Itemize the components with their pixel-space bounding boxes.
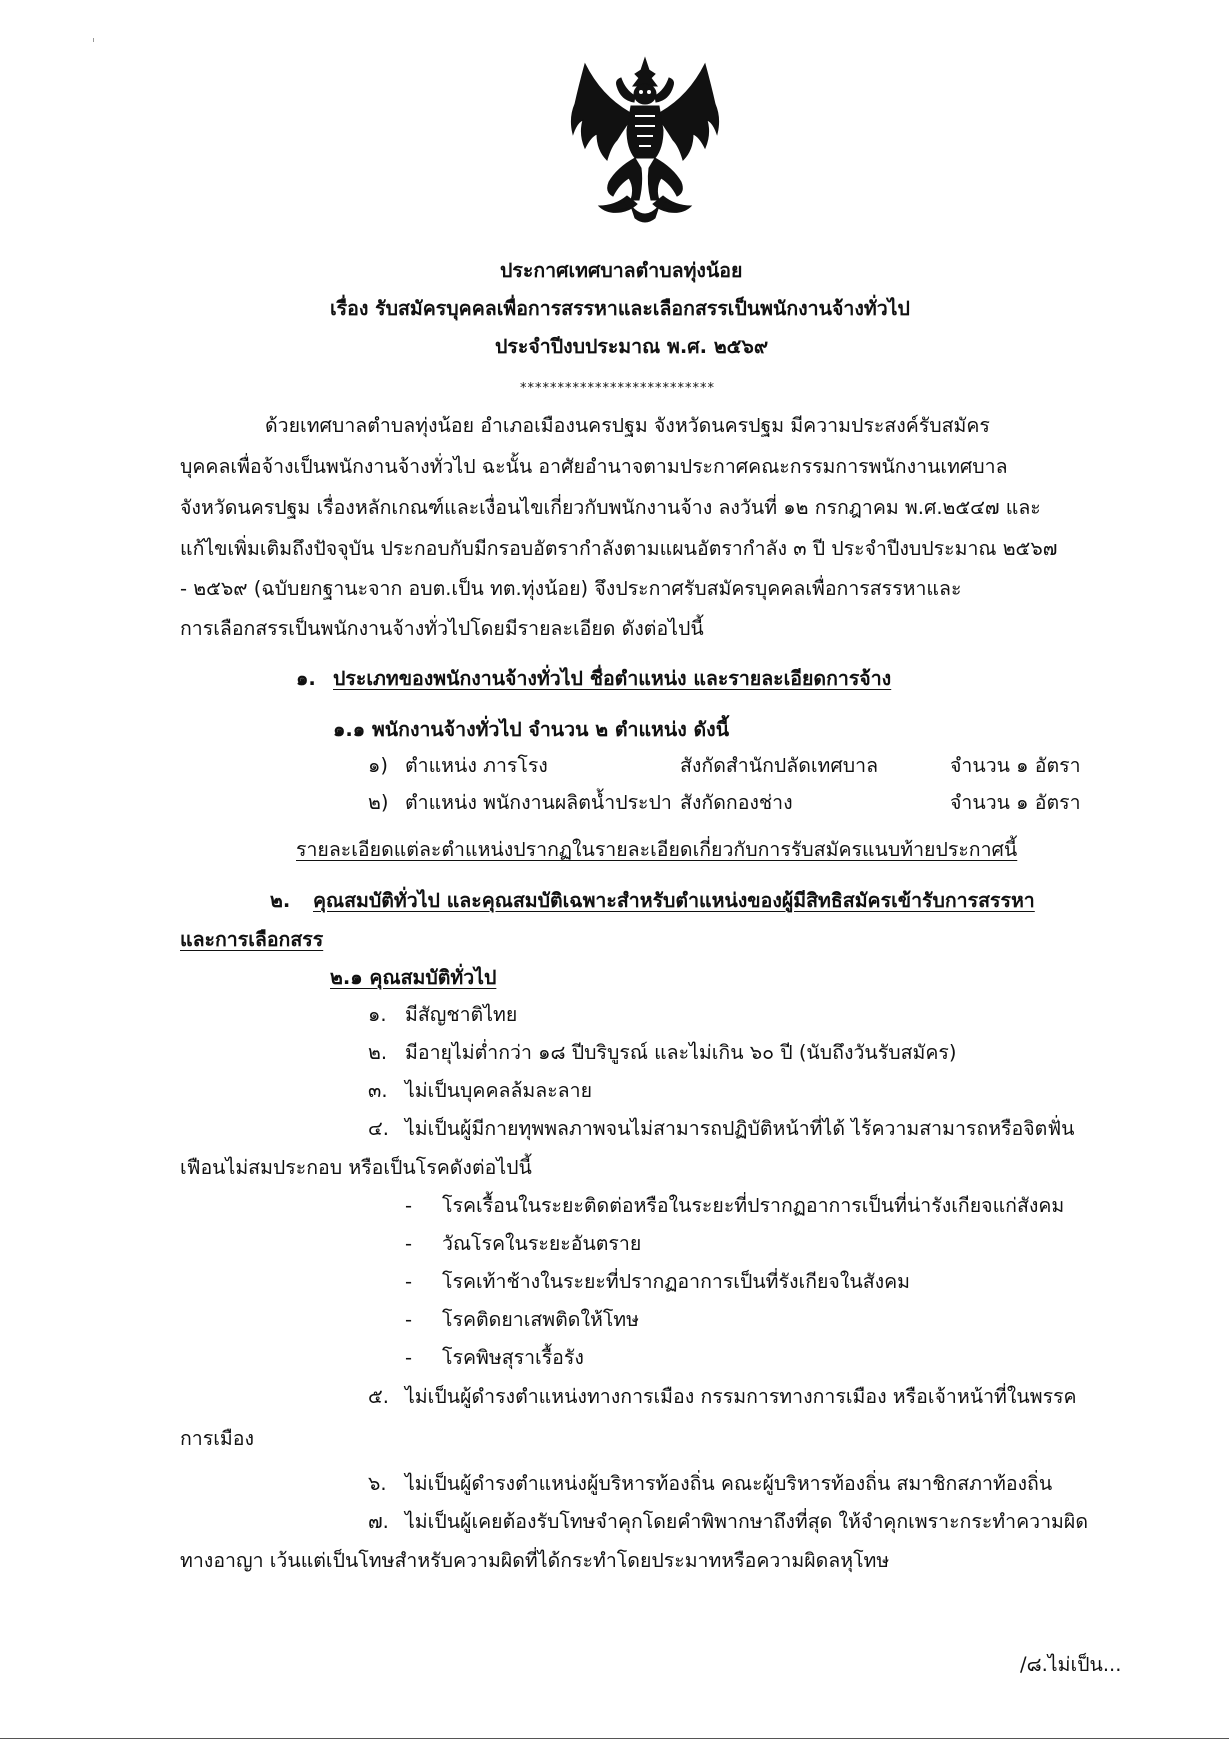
intro-line-2: บุคคลเพื่อจ้างเป็นพนักงานจ้างทั่วไป ฉะนั้น อาศัยอำนาจตามประกาศคณะกรรมการพนักงานเทศบาล [180, 455, 1008, 478]
qualification-5-number: ๕. [368, 1385, 389, 1408]
qualification-4-continuation: เฟือนไม่สมประกอบ หรือเป็นโรคดังต่อไปนี้ [180, 1156, 532, 1179]
qualification-5-continuation: การเมือง [180, 1427, 254, 1450]
disease-bullet: - [405, 1232, 413, 1255]
position-1-count: จำนวน ๑ อัตรา [950, 754, 1081, 777]
disease-1: โรคเรื้อนในระยะติดต่อหรือในระยะที่ปรากฏอาการเป็นที่น่ารังเกียจแก่สังคม [442, 1194, 1065, 1217]
intro-line-5: - ๒๕๖๙ (ฉบับยกฐานะจาก อบต.เป็น ทต.ทุ่งน้อย) จึงประกาศรับสมัครบุคคลเพื่อการสรรหาและ [180, 577, 962, 600]
scan-speck [93, 38, 94, 42]
fiscal-year: ประจำปีงบประมาณ พ.ศ. ๒๕๖๙ [495, 335, 769, 358]
disease-bullet: - [405, 1270, 413, 1293]
disease-bullet: - [405, 1308, 413, 1331]
document-title: ประกาศเทศบาลตำบลทุ่งน้อย [500, 259, 743, 282]
position-2-number: ๒) [368, 791, 389, 814]
disease-4: โรคติดยาเสพติดให้โทษ [442, 1308, 639, 1331]
qualification-1-number: ๑. [368, 1003, 387, 1026]
qualification-3-number: ๓. [368, 1079, 388, 1102]
section1-number: ๑. [296, 667, 316, 690]
section1-note: รายละเอียดแต่ละตำแหน่งปรากฏในรายละเอียดเกี่ยวกับการรับสมัครแนบท้ายประกาศนี้ [296, 838, 1018, 861]
position-1-number: ๑) [368, 754, 388, 777]
qualification-4-text: ไม่เป็นผู้มีกายทุพพลภาพจนไม่สามารถปฏิบัติหน้าที่ได้ ไร้ความสามารถหรือจิตฟั่น [405, 1117, 1075, 1140]
document-subject: เรื่อง รับสมัครบุคคลเพื่อการสรรหาและเลือกสรรเป็นพนักงานจ้างทั่วไป [330, 297, 910, 320]
qualification-1-text: มีสัญชาติไทย [405, 1003, 518, 1026]
disease-2: วัณโรคในระยะอันตราย [442, 1232, 642, 1255]
position-1-department: สังกัดสำนักปลัดเทศบาล [680, 754, 879, 777]
qualification-4-number: ๔. [368, 1117, 389, 1140]
disease-bullet: - [405, 1194, 413, 1217]
intro-line-4: แก้ไขเพิ่มเติมถึงปัจจุบัน ประกอบกับมีกรอบอัตรากำลังตามแผนอัตรากำลัง ๓ ปี ประจำปีงบประมาณ ๒๕๖๗ [180, 537, 1058, 560]
header-separator: ************************** [520, 381, 715, 396]
position-2-department: สังกัดกองช่าง [680, 791, 793, 814]
intro-line-6: การเลือกสรรเป็นพนักงานจ้างทั่วไปโดยมีรายละเอียด ดังต่อไปนี้ [180, 617, 704, 640]
qualification-2-number: ๒. [368, 1041, 388, 1064]
intro-line-3: จังหวัดนครปฐม เรื่องหลักเกณฑ์และเงื่อนไขเกี่ยวกับพนักงานจ้าง ลงวันที่ ๑๒ กรกฎาคม พ.ศ.๒๕๔๗ และ [180, 496, 1041, 519]
page-bottom-rule [0, 1738, 1229, 1739]
qualification-2-text: มีอายุไม่ต่ำกว่า ๑๘ ปีบริบูรณ์ และไม่เกิน ๖๐ ปี (นับถึงวันรับสมัคร) [405, 1041, 957, 1064]
section2-heading-line1: คุณสมบัติทั่วไป และคุณสมบัติเฉพาะสำหรับตำแหน่งของผู้มีสิทธิสมัครเข้ารับการสรรหา [313, 889, 1035, 912]
position-1-title: ตำแหน่ง ภารโรง [405, 754, 548, 777]
position-2-title: ตำแหน่ง พนักงานผลิตน้ำประปา [405, 791, 672, 814]
qualification-7-continuation: ทางอาญา เว้นแต่เป็นโทษสำหรับความผิดที่ได้กระทำโดยประมาทหรือความผิดลหุโทษ [180, 1549, 890, 1572]
garuda-emblem-icon [565, 56, 725, 228]
section1-heading: ประเภทของพนักงานจ้างทั่วไป ชื่อตำแหน่ง และรายละเอียดการจ้าง [333, 667, 892, 690]
disease-5: โรคพิษสุราเรื้อรัง [442, 1346, 584, 1369]
qualification-6-text: ไม่เป็นผู้ดำรงตำแหน่งผู้บริหารท้องถิ่น คณะผู้บริหารท้องถิ่น สมาชิกสภาท้องถิ่น [405, 1472, 1053, 1495]
qualification-7-text: ไม่เป็นผู้เคยต้องรับโทษจำคุกโดยคำพิพากษาถึงที่สุด ให้จำคุกเพราะกระทำความผิด [405, 1510, 1088, 1533]
qualification-3-text: ไม่เป็นบุคคลล้มละลาย [405, 1079, 593, 1102]
disease-3: โรคเท้าช้างในระยะที่ปรากฏอาการเป็นที่รังเกียจในสังคม [442, 1270, 911, 1293]
section2-subheading: ๒.๑ คุณสมบัติทั่วไป [330, 966, 497, 989]
position-2-count: จำนวน ๑ อัตรา [950, 791, 1081, 814]
continued-marker: /๘.ไม่เป็น... [1020, 1653, 1122, 1676]
qualification-6-number: ๖. [368, 1472, 387, 1495]
intro-line-1: ด้วยเทศบาลตำบลทุ่งน้อย อำเภอเมืองนครปฐม จังหวัดนครปฐม มีความประสงค์รับสมัคร [265, 414, 990, 437]
section2-number: ๒. [270, 889, 291, 912]
section2-heading-line2: และการเลือกสรร [180, 928, 324, 951]
disease-bullet: - [405, 1346, 413, 1369]
qualification-5-text: ไม่เป็นผู้ดำรงตำแหน่งทางการเมือง กรรมการทางการเมือง หรือเจ้าหน้าที่ในพรรค [405, 1385, 1077, 1408]
section1-subheading: ๑.๑ พนักงานจ้างทั่วไป จำนวน ๒ ตำแหน่ง ดังนี้ [333, 718, 730, 741]
qualification-7-number: ๗. [368, 1510, 389, 1533]
